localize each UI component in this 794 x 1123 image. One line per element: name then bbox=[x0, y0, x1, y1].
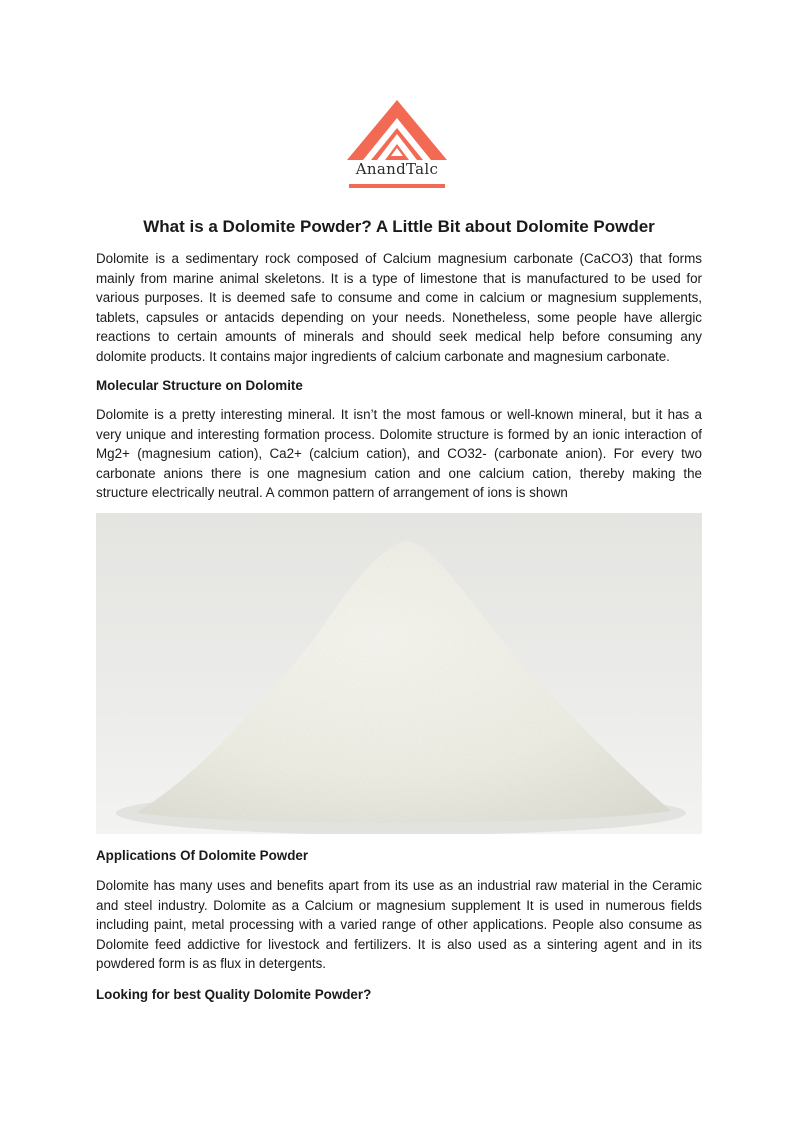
page-title: What is a Dolomite Powder? A Little Bit about Dolomite Powder bbox=[143, 217, 655, 236]
applications-paragraph: Dolomite has many uses and benefits apart from its use as an industrial raw material in the Ceramic and steel industry. Dolomite as a Calcium or magnesium supplement It is used in numerous fields including paint, metal processing with a varied range of other applications. People also consume as Dolomite feed addictive for livestock and fertilizers. It is also used as a sintering agent and in its powdered form is as flux in detergents. bbox=[96, 878, 702, 971]
molecular-heading: Molecular Structure on Dolomite bbox=[96, 378, 303, 393]
molecular-paragraph: Dolomite is a pretty interesting mineral. It isn’t the most famous or well-known mineral, but it has a very unique and interesting formation process. Dolomite structure is formed by an ionic interaction of Mg2+ (magnesium cation), Ca2+ (calcium cation), and CO32- (carbonate anion). For every two carbonate anions there is one magnesium cation and one calcium cation, thereby making the structure electrically neutral. A common pattern of arrangement of ions is shown bbox=[96, 407, 702, 500]
logo-wordmark: AnandTalc bbox=[355, 160, 439, 178]
intro-paragraph: Dolomite is a sedimentary rock composed of Calcium magnesium carbonate (CaCO3) that forms mainly from marine animal skeletons. It is a type of limestone that is manufactured to be used for various purposes. It is deemed safe to consume and come in calcium or magnesium supplements, tablets, capsules or antacids depending on your needs. Nonetheless, some people have allergic reactions to certain amounts of minerals and should seek medical help before consuming any dolomite products. It contains major ingredients of calcium carbonate and magnesium carbonate. bbox=[96, 251, 702, 364]
looking-heading: Looking for best Quality Dolomite Powder? bbox=[96, 987, 372, 1002]
anand-talc-logo bbox=[345, 98, 449, 190]
applications-heading: Applications Of Dolomite Powder bbox=[96, 848, 309, 863]
dolomite-powder-photo bbox=[96, 513, 702, 834]
